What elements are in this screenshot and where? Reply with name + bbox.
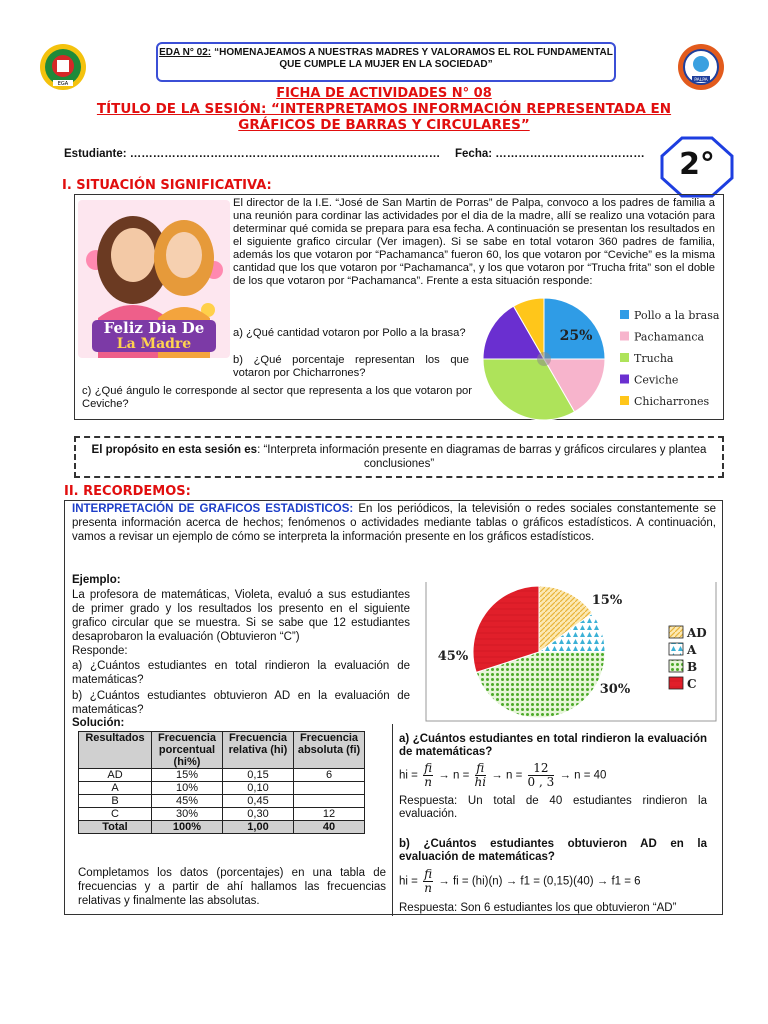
date-field[interactable]: Fecha: ………………………………… [455,148,645,160]
student-field[interactable]: Estudiante: ……………………………………………………………………… [64,148,441,160]
table-cell: 0,45 [223,795,294,808]
table-cell: 1,00 [223,821,294,834]
example-question-a: a) ¿Cuántos estudiantes en total rindieron la evaluación de matemáticas? [72,660,410,686]
answer-a-response: Respuesta: Un total de 40 estudiantes rindieron la evaluación. [399,795,707,820]
answer-b-formula [399,868,719,895]
answer-a-formula [399,762,719,789]
purpose-text: : “Interpreta información presente en diagramas de barras y gráficos circulares y plantea conclusiones” [257,444,707,470]
table-cell: 0,10 [223,782,294,795]
legend-label: Pachamanca [634,330,705,344]
pie-data-label: 25% [559,328,593,344]
table-row [79,769,365,782]
grade-badge [660,136,734,198]
purpose-box [74,436,724,478]
question-c: c) ¿Qué ángulo le corresponde al sector que representa a los que votaron por Ceviche? [82,385,472,410]
fraction [528,762,555,789]
question-b: b) ¿Qué porcentaje representan los que votaron por Chicharrones? [233,354,469,379]
legend-label: Chicharrones [634,395,710,408]
pie-center [537,352,551,366]
eda-title-box [156,42,616,82]
right-logo-text: PALPA [694,78,708,83]
table-cell: C [79,808,152,821]
table-cell: 0,15 [223,769,294,782]
legend-swatch [669,660,683,672]
section1-title: I. SITUACIÓN SIGNIFICATIVA: [62,178,272,193]
legend-swatch [620,310,629,319]
legend-label: Ceviche [634,373,679,387]
card-line2: La Madre [116,336,192,352]
fraction [423,762,433,789]
legend-swatch [669,677,683,689]
table-cell: Total [79,821,152,834]
responde-label: Responde: [72,645,128,657]
formula-text: → n = 40 [559,769,607,782]
formula-text: → n = [491,769,523,782]
fraction-den: n [424,881,432,895]
formula-text: hi = [399,875,418,888]
frequency-table [78,731,365,834]
legend-label: Pollo a la brasa [634,309,720,322]
eda-label: EDA N° 02: [159,47,212,58]
table-cell: 12 [294,808,365,821]
situation-text-top: El director de la I.E. “José de San Martin de Porras” de Palpa, convoco a los padres de familia a una reunión para cordinar las actividades por el dia de la madre, allí se realizo una votación para determinar qué comida se prepara para esa fecha. A continuación se presentan los resultados en el siguiente grafico circular (Ver imagen). Si se sabe en total votaron 360 padres de familia, además los que votaron por “Pachamanca” fueron 60, los que votaron por “Ceviche” es la misma cantidad que los que votaron por “Pachamanca”, y los que votaron por “Trucha frita” son el doble de los que votaron por “Pachamanca”. Frente a esta situación responde: [233,197,715,287]
table-header: Frecuencia relativa (hi) [223,732,294,769]
question-a: a) ¿Qué cantidad votaron por Pollo a la brasa? [233,327,466,339]
table-row [79,782,365,795]
table-cell: 100% [152,821,223,834]
left-logo-text: EGA [57,81,69,87]
table-header: Frecuencia absoluta (fi) [294,732,365,769]
legend-label: AD [687,626,707,640]
session-title: TÍTULO DE LA SESIÓN: “INTERPRETAMOS INFORMACIÓN REPRESENTADA EN GRÁFICOS DE BARRAS Y CIRCULARES” [96,101,672,133]
legend-label: B [687,660,698,674]
solution-label: Solución: [72,717,125,729]
example-question-b: b) ¿Cuántos estudiantes obtuvieron AD en la evaluación de matemáticas? [72,690,410,716]
divider [392,724,393,916]
pie-data-label: 15% [591,593,623,608]
fraction-num: fi [424,761,433,775]
food-pie-chart [480,292,720,422]
fraction-den: n [424,775,432,789]
fraction [423,868,433,895]
fraction-den: hi [474,775,487,789]
table-cell: B [79,795,152,808]
table-cell: 45% [152,795,223,808]
interpretation-text: En los periódicos, la televisión o redes sociales constantemente se presenta información acerca de hechos; fenómenos o actividades mediante tablas o gráficos estadísticos. A continuación, vamos a revisar un ejemplo de cómo se interpreta la información presente en los gráficos estadísticos. [72,503,716,543]
example-label: Ejemplo: [72,574,121,586]
table-cell: 0,30 [223,808,294,821]
legend-swatch [620,353,629,362]
legend-swatch [620,375,629,384]
legend-label: A [687,643,697,657]
pie-data-label: 30% [599,682,631,697]
interpretation-intro [72,502,716,544]
legend-swatch [669,626,683,638]
table-cell: A [79,782,152,795]
fraction-num: fi [476,761,485,775]
table-cell [294,795,365,808]
table-cell [294,782,365,795]
formula-text: → fi = (hi)(n) → f1 = (0,15)(40) → f1 = 6 [438,875,641,888]
answer-b-response: Respuesta: Son 6 estudiantes los que obtuvieron “AD” [399,902,677,914]
answer-b-question: b) ¿Cuántos estudiantes obtuvieron AD en la evaluación de matemáticas? [399,838,707,863]
school-logo-right [676,42,726,92]
fraction-num: 12 [528,762,555,776]
complete-text: Completamos los datos (porcentajes) en una tabla de frecuencias y a partir de ahí hallamos las frecuencias relativas y finalmente las absolutas. [78,867,386,907]
formula-text: → n = [438,769,470,782]
table-cell: AD [79,769,152,782]
eda-text: “HOMENAJEAMOS A NUESTRAS MADRES Y VALORAMOS EL ROL FUNDAMENTAL QUE CUMPLE LA MUJER EN LA SOCIEDAD” [214,47,613,70]
mothers-day-card [78,200,230,358]
table-total-row [79,821,365,834]
school-logo-left [38,42,88,92]
interpretation-subtitle: INTERPRETACIÓN DE GRAFICOS ESTADISTICOS: [72,503,354,515]
legend-label: C [687,677,697,691]
table-cell: 10% [152,782,223,795]
formula-text: hi = [399,769,418,782]
ficha-title: FICHA DE ACTIVIDADES N° 08 [276,86,492,101]
table-cell: 40 [294,821,365,834]
table-cell: 6 [294,769,365,782]
card-line1: Feliz Dia De [103,319,205,337]
legend-swatch [620,396,629,405]
legend-swatch [620,332,629,341]
fraction-num: fi [424,867,433,881]
table-cell: 30% [152,808,223,821]
table-header: Frecuencia porcentual (hi%) [152,732,223,769]
example-text: La profesora de matemáticas, Violeta, evaluó a sus estudiantes de primer grado y los resultados los presento en el siguiente grafico circular que se muestra. Si se sabe que 12 estudiantes desaprobaron la evaluación (Obtuvieron “C”) [72,589,410,643]
fraction-den: 0 , 3 [527,775,555,789]
fraction [475,762,487,789]
table-cell: 15% [152,769,223,782]
legend-label: Trucha [634,352,674,365]
legend-swatch [669,643,683,655]
pie-data-label: 45% [437,649,469,664]
grades-pie-chart [425,582,725,722]
purpose-label: El propósito en esta sesión es [91,444,258,456]
table-row [79,795,365,808]
table-header: Resultados [79,732,152,769]
grade-text: 2° [679,147,715,182]
answer-a-question: a) ¿Cuántos estudiantes en total rindieron la evaluación de matemáticas? [399,733,707,758]
table-row [79,808,365,821]
section2-title: II. RECORDEMOS: [64,484,191,499]
